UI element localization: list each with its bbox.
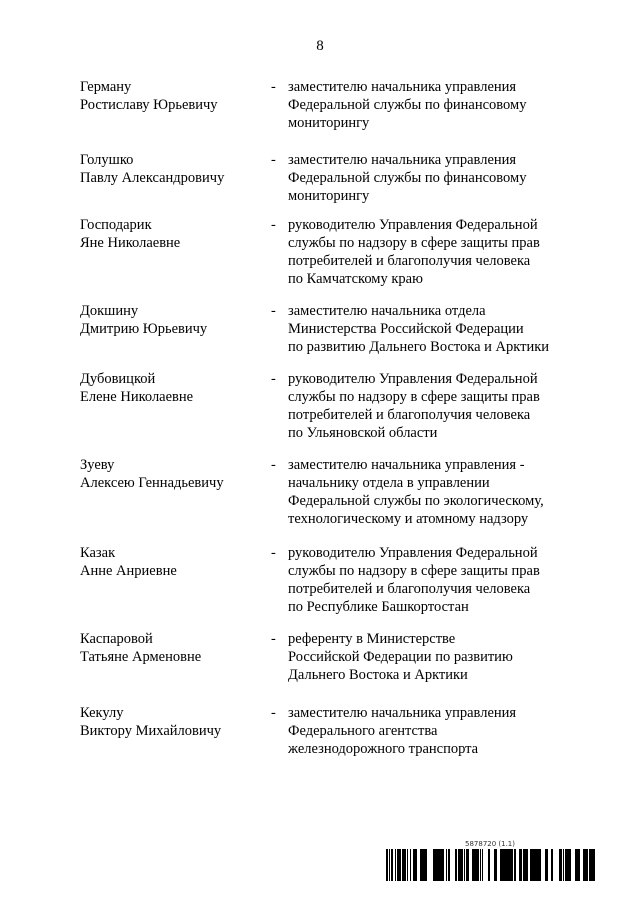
barcode-bar — [386, 849, 387, 881]
barcode-bar — [458, 849, 460, 881]
barcode-bar — [589, 849, 590, 881]
barcode-bar — [441, 849, 443, 881]
person-name — [80, 216, 270, 252]
barcode-bar — [500, 849, 503, 881]
barcode-id: 5878720 (1.1) — [465, 840, 515, 848]
person-name — [80, 456, 270, 492]
barcode-bar — [587, 849, 588, 881]
barcode-bar — [397, 849, 399, 881]
given-names: Татьяне Арменовне — [80, 649, 202, 665]
barcode-bar — [538, 849, 539, 881]
position-line: руководителю Управления Федеральной — [288, 545, 538, 561]
separator-dash: - — [271, 152, 276, 168]
separator-dash: - — [271, 371, 276, 387]
position-line: по Ульяновской области — [288, 425, 438, 441]
surname: Господарик — [80, 217, 152, 233]
barcode-bar — [503, 849, 506, 881]
barcode-bar — [519, 849, 520, 881]
position-line: Российской Федерации по развитию — [288, 649, 513, 665]
position-line: руководителю Управления Федеральной — [288, 217, 538, 233]
barcode-bar — [415, 849, 416, 881]
separator-dash: - — [271, 545, 276, 561]
barcode-bar — [455, 849, 456, 881]
position-line: Дальнего Востока и Арктики — [288, 667, 468, 683]
barcode-bar — [437, 849, 438, 881]
barcode-bar — [422, 849, 424, 881]
barcode-bar — [520, 849, 522, 881]
position-line: заместителю начальника отдела — [288, 303, 486, 319]
barcode-bar — [433, 849, 436, 881]
position-line: Министерства Российской Федерации — [288, 321, 524, 337]
position-line: Федерального агентства — [288, 723, 438, 739]
barcode-bar — [476, 849, 478, 881]
position-text — [288, 544, 588, 616]
given-names: Ростиславу Юрьевичу — [80, 97, 218, 113]
person-name — [80, 302, 270, 338]
position-line: заместителю начальника управления — [288, 79, 517, 95]
barcode-bar — [579, 849, 580, 881]
barcode-bar — [448, 849, 450, 881]
barcode-bar — [480, 849, 481, 881]
position-line: заместителю начальника управления - — [288, 457, 525, 473]
given-names: Яне Николаевне — [80, 235, 181, 251]
barcode-bar — [416, 849, 417, 881]
barcode-bar — [472, 849, 475, 881]
given-names: Павлу Александровичу — [80, 170, 225, 186]
barcode-bar — [506, 849, 507, 881]
barcode-bar — [527, 849, 528, 881]
barcode-bar — [446, 849, 447, 881]
barcode-bar — [524, 849, 525, 881]
barcode-bar — [402, 849, 403, 881]
person-name — [80, 544, 270, 580]
person-name — [80, 704, 270, 740]
barcode-bar — [438, 849, 441, 881]
separator-dash: - — [271, 303, 276, 319]
given-names: Алексею Геннадьевичу — [80, 475, 224, 491]
position-line: начальнику отдела в управлении — [288, 475, 490, 491]
separator-dash: - — [271, 631, 276, 647]
separator-dash: - — [271, 705, 276, 721]
position-line: потребителей и благополучия человека — [288, 407, 531, 423]
position-text — [288, 630, 588, 684]
barcode-bar — [584, 849, 585, 881]
barcode-bar — [533, 849, 534, 881]
barcode-bar — [575, 849, 576, 881]
surname: Каспаровой — [80, 631, 153, 647]
barcode-bar — [391, 849, 393, 881]
barcode-bar — [482, 849, 483, 881]
position-line: мониторингу — [288, 188, 370, 204]
barcode-bar — [425, 849, 427, 881]
barcode-bar — [563, 849, 564, 881]
barcode-bar — [389, 849, 390, 881]
position-line: по развитию Дальнего Востока и Арктики — [288, 339, 550, 355]
position-line: потребителей и благополучия человека — [288, 253, 531, 269]
barcode-bar — [590, 849, 591, 881]
position-text — [288, 302, 588, 356]
barcode-bar — [436, 849, 437, 881]
given-names: Анне Анриевне — [80, 563, 177, 579]
position-line: Федеральной службы по финансовому — [288, 97, 527, 113]
barcode-bar — [462, 849, 463, 881]
surname: Герману — [80, 79, 132, 95]
barcode-bar — [545, 849, 547, 881]
barcode-bar — [410, 849, 411, 881]
position-line: по Камчатскому краю — [288, 271, 423, 287]
barcode-bar — [592, 849, 594, 881]
barcode-bar — [475, 849, 476, 881]
position-text — [288, 151, 588, 205]
barcode-bar — [537, 849, 538, 881]
barcode-bar — [395, 849, 396, 881]
person-name — [80, 78, 270, 114]
person-name — [80, 370, 270, 406]
barcode-bar — [494, 849, 497, 881]
position-line: руководителю Управления Федеральной — [288, 371, 538, 387]
position-text — [288, 216, 588, 288]
barcode-bar — [530, 849, 532, 881]
barcode-bar — [526, 849, 527, 881]
surname: Зуеву — [80, 457, 115, 473]
barcode-bar — [464, 849, 465, 881]
page-number: 8 — [316, 38, 324, 54]
position-line: службы по надзору в сфере защиты прав — [288, 235, 540, 251]
barcode-bar — [413, 849, 415, 881]
position-text — [288, 704, 588, 758]
surname: Голушко — [80, 152, 134, 168]
barcode-bar — [576, 849, 578, 881]
position-line: по Республике Башкортостан — [288, 599, 469, 615]
barcode-bar — [467, 849, 468, 881]
barcode-bar — [468, 849, 469, 881]
barcode-icon — [385, 849, 595, 881]
barcode-bar — [407, 849, 408, 881]
barcode-bar — [570, 849, 571, 881]
barcode-bar — [510, 849, 512, 881]
barcode-bar — [424, 849, 425, 881]
barcode-bar — [461, 849, 462, 881]
given-names: Елене Николаевне — [80, 389, 194, 405]
position-line: Федеральной службы по финансовому — [288, 170, 527, 186]
barcode-bar — [525, 849, 526, 881]
given-names: Виктору Михайловичу — [80, 723, 222, 739]
barcode-bar — [559, 849, 562, 881]
position-text — [288, 370, 588, 442]
position-line: службы по надзору в сфере защиты прав — [288, 389, 540, 405]
barcode-bar — [552, 849, 553, 881]
position-line: технологическому и атомному надзору — [288, 511, 529, 527]
barcode-bar — [578, 849, 579, 881]
position-line: службы по надзору в сфере защиты прав — [288, 563, 540, 579]
position-line: потребителей и благополучия человека — [288, 581, 531, 597]
surname: Дубовицкой — [80, 371, 156, 387]
separator-dash: - — [271, 457, 276, 473]
barcode-bar — [565, 849, 568, 881]
position-line: мониторингу — [288, 115, 370, 131]
barcode-bar — [583, 849, 584, 881]
position-line: заместителю начальника управления — [288, 705, 517, 721]
barcode-bar — [421, 849, 422, 881]
barcode-bar — [507, 849, 510, 881]
barcode-bar — [420, 849, 421, 881]
barcode-bar — [515, 849, 516, 881]
barcode-bar — [586, 849, 587, 881]
position-line: Федеральной службы по экологическому, — [288, 493, 544, 509]
barcode-bar — [568, 849, 570, 881]
barcode-bar — [539, 849, 541, 881]
surname: Кекулу — [80, 705, 124, 721]
barcode-block — [385, 840, 595, 886]
separator-dash: - — [271, 79, 276, 95]
barcode-bar — [387, 849, 388, 881]
barcode-bar — [466, 849, 467, 881]
barcode-bar — [399, 849, 401, 881]
barcode-bar — [591, 849, 592, 881]
barcode-bar — [478, 849, 479, 881]
person-name — [80, 630, 270, 666]
person-name — [80, 151, 270, 187]
position-text — [288, 78, 588, 132]
separator-dash: - — [271, 217, 276, 233]
position-line: заместителю начальника управления — [288, 152, 517, 168]
surname: Докшину — [80, 303, 139, 319]
barcode-bar — [488, 849, 490, 881]
barcode-bar — [443, 849, 444, 881]
barcode-bar — [460, 849, 461, 881]
barcode-bar — [594, 849, 595, 881]
barcode-bar — [585, 849, 586, 881]
position-text — [288, 456, 588, 528]
barcode-bar — [405, 849, 406, 881]
surname: Казак — [80, 545, 116, 561]
barcode-bar — [403, 849, 405, 881]
position-line: референту в Министерстве — [288, 631, 456, 647]
barcode-bar — [523, 849, 524, 881]
barcode-bar — [547, 849, 548, 881]
barcode-bar — [456, 849, 457, 881]
barcode-bar — [514, 849, 515, 881]
given-names: Дмитрию Юрьевичу — [80, 321, 208, 337]
position-line: железнодорожного транспорта — [288, 741, 479, 757]
barcode-bar — [532, 849, 533, 881]
barcode-bar — [512, 849, 513, 881]
barcode-bar — [551, 849, 552, 881]
barcode-bar — [534, 849, 537, 881]
